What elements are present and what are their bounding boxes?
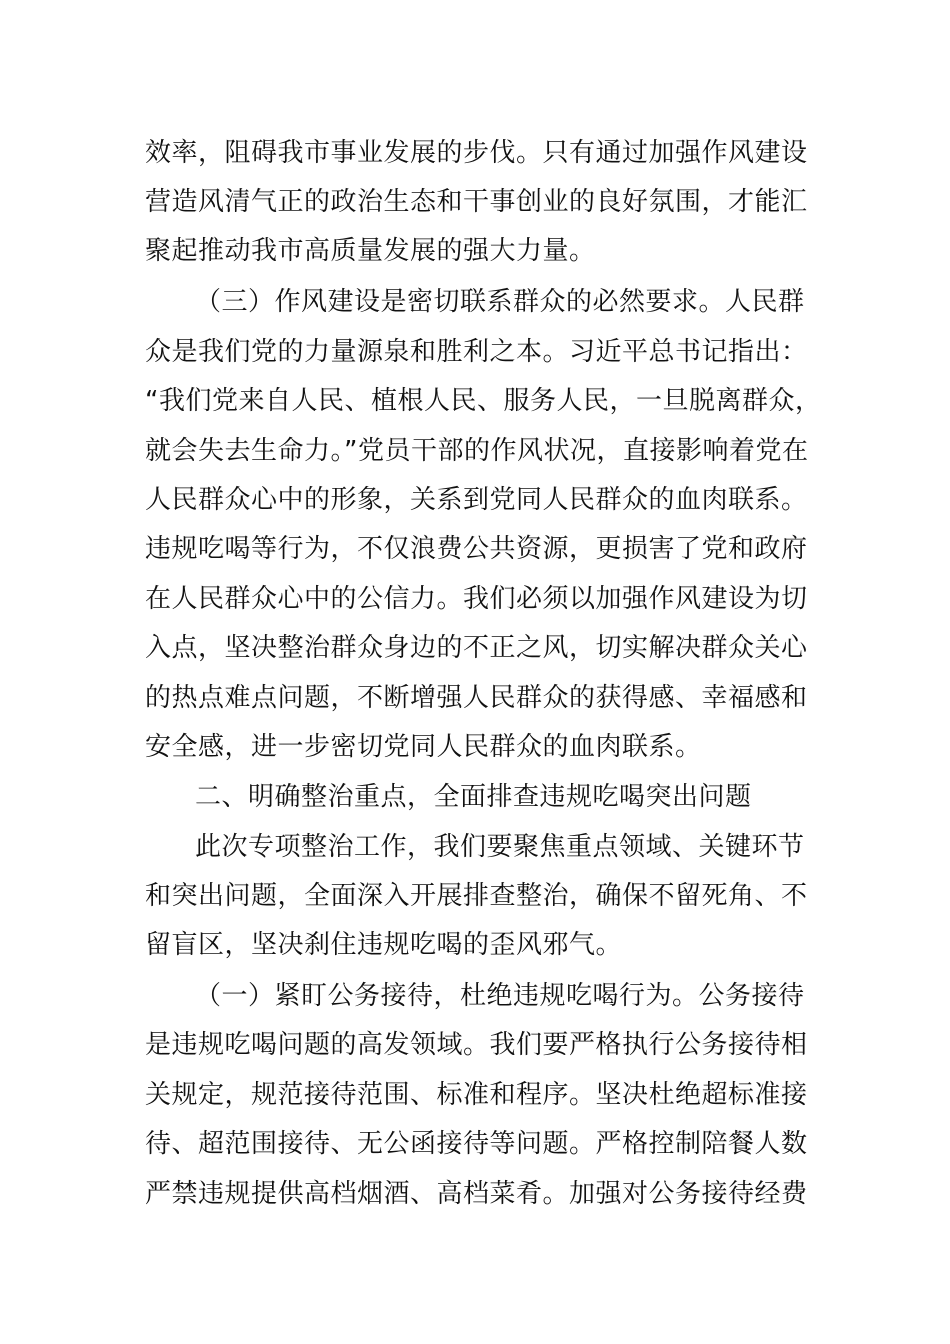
text-line: 待、超范围接待、无公函接待等问题。严格控制陪餐人数 <box>145 1129 808 1159</box>
text-line: “我们党来自人民、植根人民、服务人民，一旦脱离群众， <box>145 386 822 416</box>
text-line: 效率，阻碍我市事业发展的步伐。只有通过加强作风建设 <box>145 138 808 168</box>
section-heading: 二、明确整治重点，全面排查违规吃喝突出问题 <box>195 782 752 812</box>
text-line: 人民群众心中的形象，关系到党同人民群众的血肉联系。 <box>145 485 808 515</box>
text-line: 的热点难点问题，不断增强人民群众的获得感、幸福感和 <box>145 683 808 713</box>
section-paragraph-start: （一）紧盯公务接待，杜绝违规吃喝行为。公务接待 <box>195 981 805 1011</box>
text-line: 留盲区，坚决刹住违规吃喝的歪风邪气。 <box>145 930 623 960</box>
text-line: 关规定，规范接待范围、标准和程序。坚决杜绝超标准接 <box>145 1080 808 1110</box>
text-line: 违规吃喝等行为，不仅浪费公共资源，更损害了党和政府 <box>145 534 808 564</box>
paragraph-start: 此次专项整治工作，我们要聚焦重点领域、关键环节 <box>195 832 805 862</box>
text-line: 在人民群众心中的公信力。我们必须以加强作风建设为切 <box>145 584 808 614</box>
section-paragraph-start: （三）作风建设是密切联系群众的必然要求。人民群 <box>195 287 805 317</box>
text-line: 众是我们党的力量源泉和胜利之本。习近平总书记指出： <box>145 337 808 367</box>
text-line: 安全感，进一步密切党同人民群众的血肉联系。 <box>145 732 702 762</box>
text-line: 聚起推动我市高质量发展的强大力量。 <box>145 236 596 266</box>
text-line: 就会失去生命力。”党员干部的作风状况，直接影响着党在 <box>145 436 809 466</box>
text-line: 是违规吃喝问题的高发领域。我们要严格执行公务接待相 <box>145 1030 808 1060</box>
text-line: 入点，坚决整治群众身边的不正之风，切实解决群众关心 <box>145 633 808 663</box>
text-line: 营造风清气正的政治生态和干事创业的良好氛围，才能汇 <box>145 187 808 217</box>
text-line: 和突出问题，全面深入开展排查整治，确保不留死角、不 <box>145 881 808 911</box>
text-line: 严禁违规提供高档烟酒、高档菜肴。加强对公务接待经费 <box>145 1179 808 1209</box>
